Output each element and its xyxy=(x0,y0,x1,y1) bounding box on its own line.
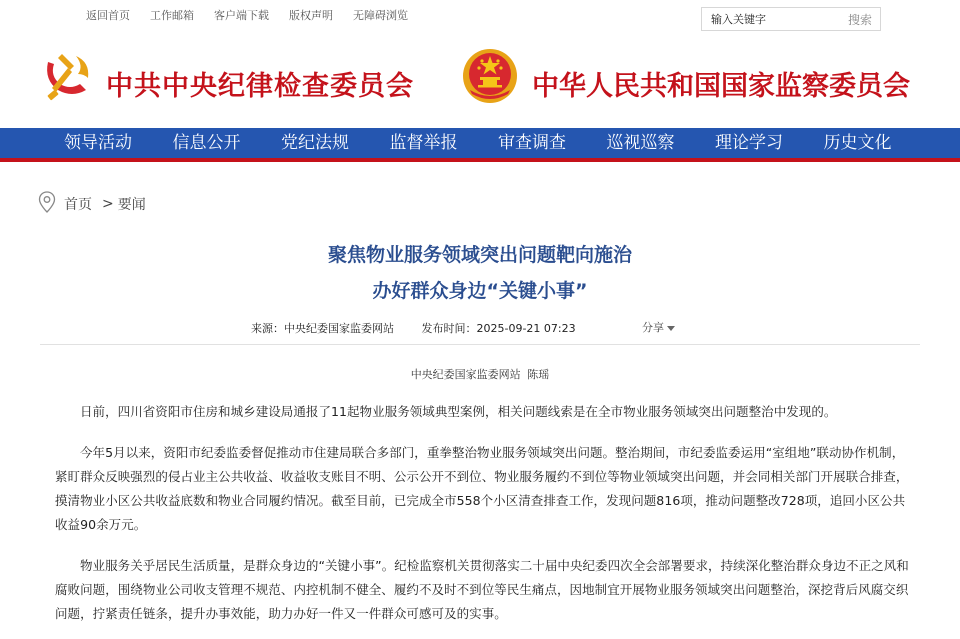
party-emblem-icon[interactable] xyxy=(40,48,94,106)
national-emblem-icon[interactable] xyxy=(460,46,520,110)
top-links xyxy=(86,7,408,23)
article-title-line2: 办好群众身边“关键小事” xyxy=(372,280,588,302)
nav-item-leadership[interactable]: 领导活动 xyxy=(64,133,132,153)
source-label: 来源： xyxy=(251,322,284,335)
nav-item-inspection[interactable]: 巡视巡察 xyxy=(606,133,675,153)
search-box xyxy=(701,7,881,31)
article-meta xyxy=(251,320,576,336)
top-link-client-download[interactable]: 客户端下载 xyxy=(214,9,269,22)
location-pin-icon xyxy=(38,191,56,217)
nav-item-history[interactable]: 历史文化 xyxy=(823,133,892,153)
nsc-title[interactable]: 中华人民共和国国家监察委员会 xyxy=(532,71,910,102)
top-link-work-email[interactable]: 工作邮箱 xyxy=(150,9,194,22)
share-label: 分享 xyxy=(642,321,664,334)
search-input[interactable] xyxy=(702,8,832,30)
source-value: 中央纪委国家监委网站 xyxy=(284,322,394,335)
nav-item-info-disclosure[interactable]: 信息公开 xyxy=(172,133,241,153)
breadcrumb xyxy=(38,193,146,215)
nav-item-report[interactable]: 监督举报 xyxy=(389,133,458,153)
breadcrumb-separator: > xyxy=(102,196,114,212)
main-nav xyxy=(0,128,960,162)
article-byline: 中央纪委国家监委网站 陈瑶 xyxy=(410,368,550,381)
top-utility-bar xyxy=(0,0,960,34)
nav-item-investigation[interactable]: 审查调查 xyxy=(498,133,566,153)
breadcrumb-home[interactable]: 首页 xyxy=(64,197,92,213)
date-value: 2025-09-21 07:23 xyxy=(476,322,576,335)
article-paragraph-1: 日前，四川省资阳市住房和城乡建设局通报了11起物业服务领域典型案例，相关问题线索是在全市物业服务领域突出问题整治中发现的。 xyxy=(80,404,837,419)
top-link-copyright[interactable]: 版权声明 xyxy=(289,9,333,22)
ccdi-title[interactable]: 中共中央纪律检查委员会 xyxy=(106,71,414,102)
nav-item-theory[interactable]: 理论学习 xyxy=(715,133,783,153)
site-header xyxy=(0,34,960,128)
article-paragraph-2: 今年5月以来，资阳市纪委监委督促推动市住建局联合多部门，重拳整治物业服务领域突出问题。整治期间，市纪委监委运用“室组地”联动协作机制，紧盯群众反映强烈的侵占业主公共收益、收益收支账目不明、公示公开不到位、物业服务履约不到位等物业领域突出问题，并会同相关部门开展联合排查，摸清物业小区公共收益底数和物业合同履约情况。截至目前，已完成全市558个小区清查排查工作，发现问题816项，推动问题整改728项，追回小区公共收益90余万元。 xyxy=(55,445,909,532)
nav-items xyxy=(64,128,932,158)
nav-item-regulations[interactable]: 党纪法规 xyxy=(281,133,349,153)
meta-divider xyxy=(40,344,920,345)
article-paragraph-3: 物业服务关乎居民生活质量，是群众身边的“关键小事”。纪检监察机关贯彻落实二十届中央纪委四次全会部署要求，持续深化整治群众身边不正之风和腐败问题，围绕物业公司收支管理不规范、内控机制不健全、履约不及时不到位等民生痛点，因地制宜开展物业服务领域突出问题整治，深挖背后风腐交织问题，拧紧责任链条，提升办事效能，助力办好一件又一件群众可感可及的实事。 xyxy=(55,558,909,621)
caret-down-icon xyxy=(667,321,675,334)
share-button[interactable] xyxy=(642,319,675,335)
date-label: 发布时间： xyxy=(421,322,477,335)
breadcrumb-current[interactable]: 要闻 xyxy=(117,197,146,213)
top-link-home[interactable]: 返回首页 xyxy=(86,9,130,22)
search-button[interactable]: 搜索 xyxy=(847,13,872,27)
top-link-accessibility[interactable]: 无障碍浏览 xyxy=(353,9,408,22)
article-title-line1: 聚焦物业服务领域突出问题靶向施治 xyxy=(327,244,632,266)
